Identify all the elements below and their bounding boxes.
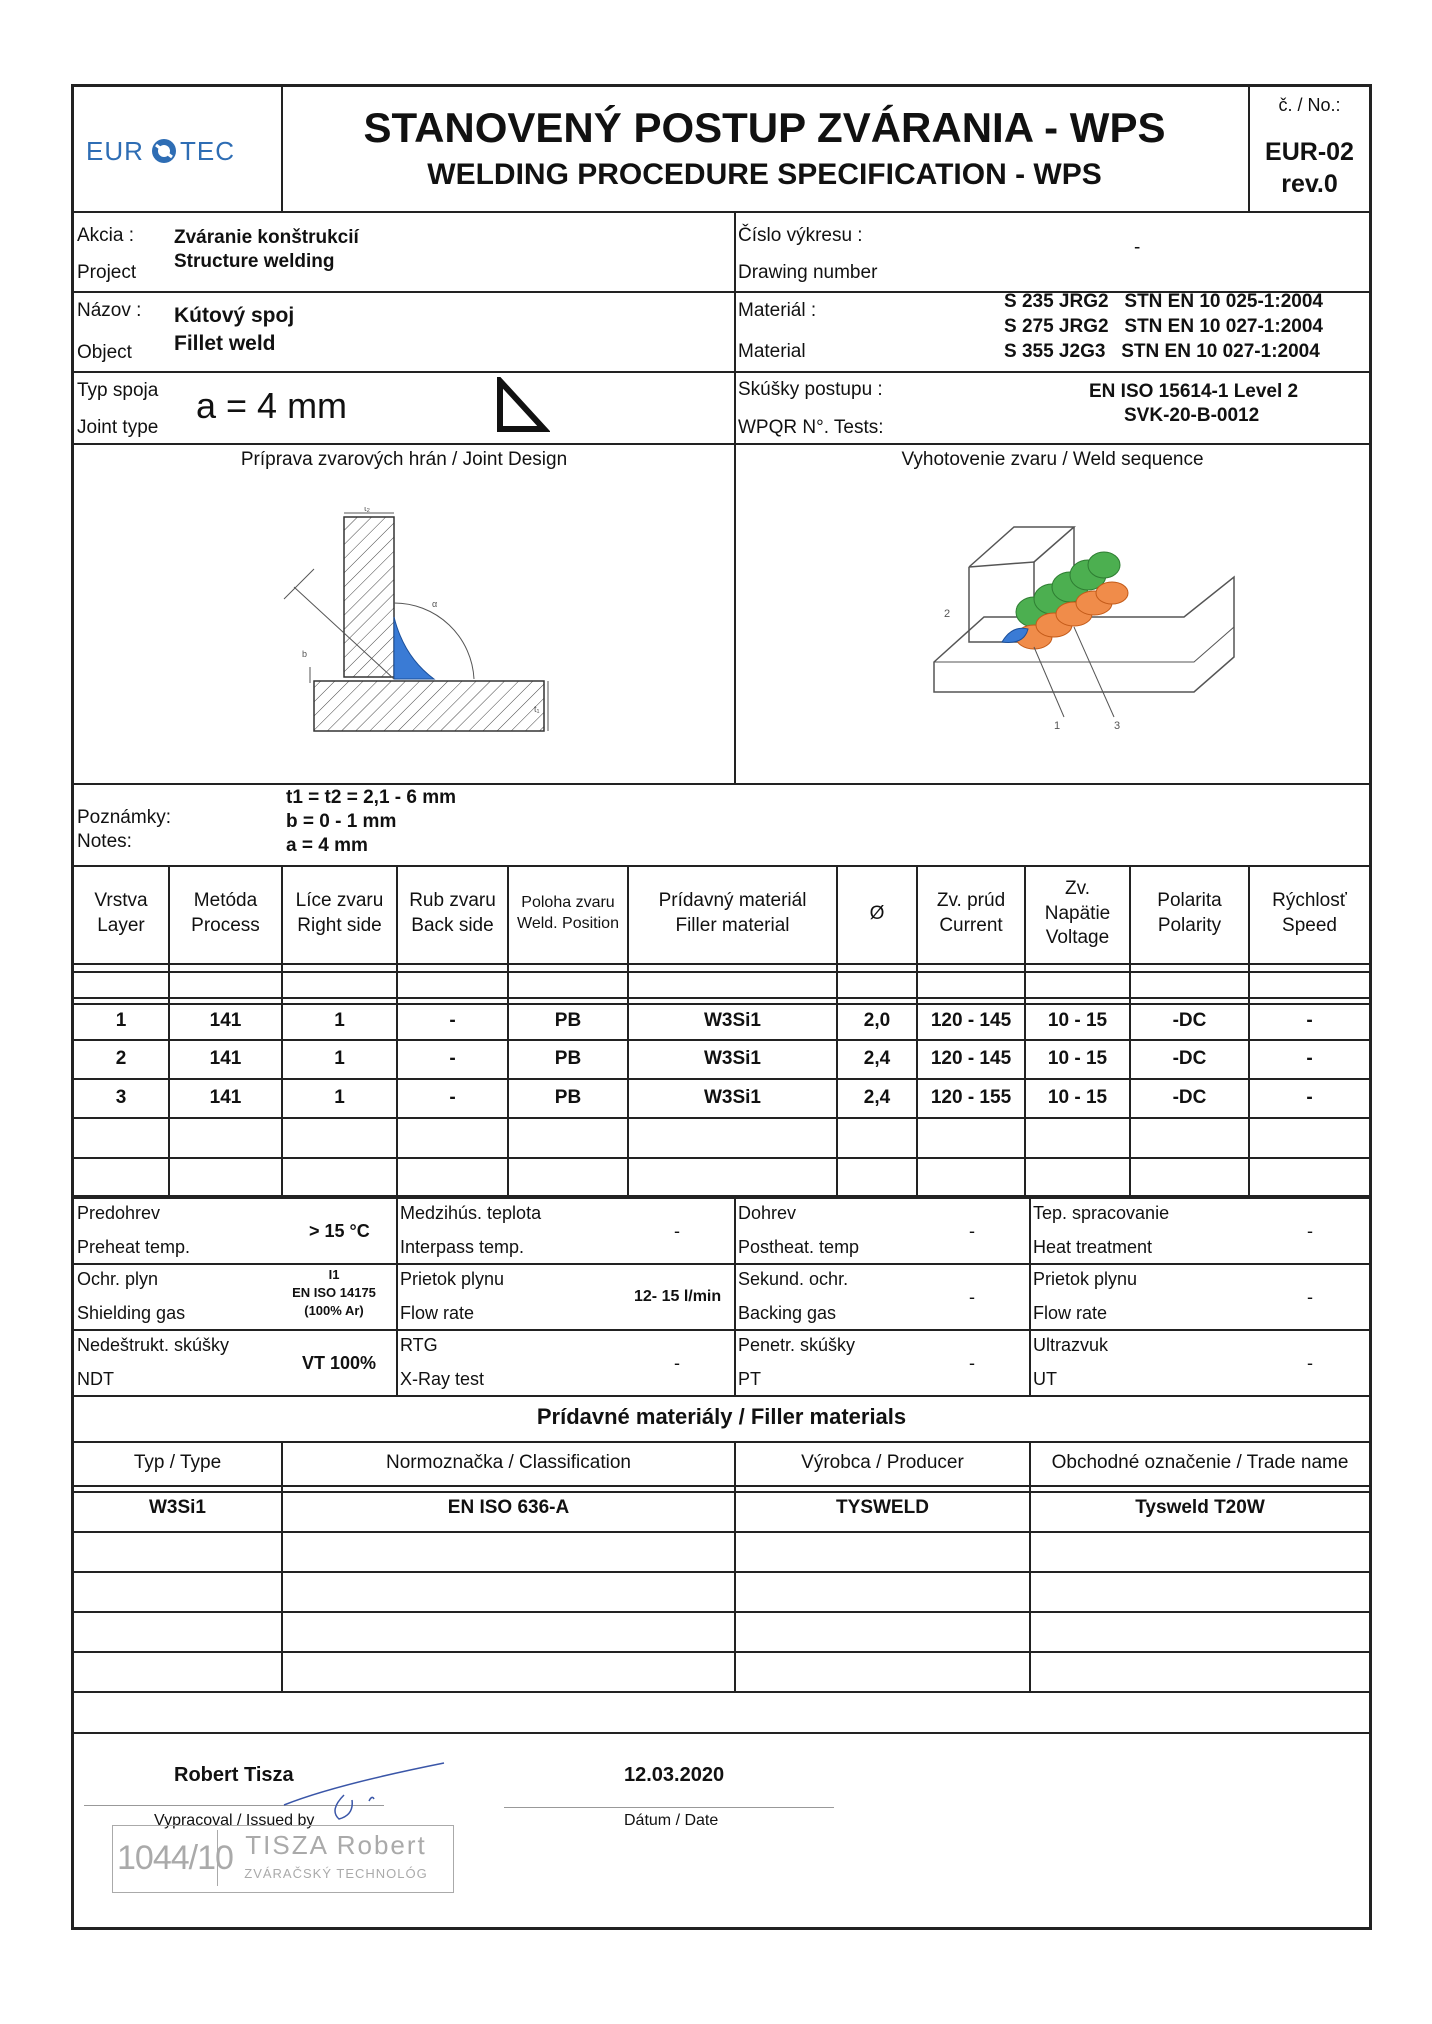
- cell-position: PB: [554, 1009, 582, 1031]
- backing-label-sk: Sekund. ochr.: [738, 1269, 849, 1289]
- tests-label-sk: Skúšky postupu :: [738, 379, 883, 400]
- date-line: [504, 1807, 834, 1808]
- joint-label-sk: Typ spoja: [77, 380, 159, 401]
- revision: rev.0: [1281, 170, 1338, 198]
- backing-label-en: Backing gas: [738, 1303, 837, 1323]
- svg-text:b: b: [302, 649, 308, 659]
- joint-design-caption: Príprava zvarových hrán / Joint Design: [240, 449, 568, 470]
- cell-back-side: -: [449, 1048, 456, 1070]
- svg-text:1: 1: [1054, 720, 1061, 732]
- cell-back-side: -: [449, 1087, 456, 1109]
- cell-polarity: -DC: [1172, 1087, 1207, 1109]
- filler-type: W3Si1: [148, 1496, 207, 1518]
- weld-sequence-drawing: [924, 517, 1254, 752]
- pt-label-sk: Penetr. skúšky: [738, 1335, 856, 1355]
- col-header-speed: Rýchlosť Speed: [1272, 890, 1347, 936]
- material-3: S 355 J2G3 STN EN 10 027-1:2004: [1004, 341, 1320, 362]
- flow2-label-en: Flow rate: [1033, 1303, 1108, 1323]
- nazov-value-en: Fillet weld: [174, 332, 276, 355]
- tests-standard: EN ISO 15614-1 Level 2: [1089, 381, 1299, 402]
- postheat-label-sk: Dohrev: [738, 1203, 797, 1223]
- cell-speed: -: [1306, 1087, 1313, 1109]
- akcia-value-sk: Zváranie konštrukcií: [174, 227, 359, 248]
- interpass-label-en: Interpass temp.: [400, 1237, 525, 1257]
- divider: [74, 783, 1369, 785]
- cell-right-side: 1: [334, 1048, 345, 1070]
- cell-process: 141: [209, 1009, 242, 1031]
- cell-voltage: 10 - 15: [1047, 1087, 1108, 1109]
- flow-value: 12- 15 l/min: [634, 1288, 722, 1305]
- divider: [74, 443, 1369, 445]
- cell-right-side: 1: [334, 1009, 345, 1031]
- filler-table: [74, 1395, 1369, 1815]
- notes-label-en: Notes:: [77, 831, 132, 852]
- col-header-polarity: Polarita Polarity: [1157, 890, 1222, 936]
- col-header-right-side: Líce zvaru Right side: [295, 890, 384, 936]
- stamp-title: ZVÁRAČSKÝ TECHNOLÓG: [244, 1866, 428, 1881]
- nazov-label: Názov :: [77, 300, 142, 321]
- issued-by-label: Vypracoval / Issued by: [154, 1812, 315, 1829]
- cell-position: PB: [554, 1087, 582, 1109]
- preheat-label-en: Preheat temp.: [77, 1237, 191, 1257]
- cell-filler: W3Si1: [703, 1048, 762, 1070]
- date-label: Dátum / Date: [624, 1812, 719, 1829]
- col-header-process: Metóda Process: [191, 890, 260, 936]
- tests-label-en: WPQR N°. Tests:: [738, 417, 884, 438]
- notes-line-2: b = 0 - 1 mm: [286, 811, 397, 832]
- cell-speed: -: [1306, 1048, 1313, 1070]
- postheat-value: -: [969, 1221, 975, 1241]
- notes-line-1: t1 = t2 = 2,1 - 6 mm: [286, 787, 457, 808]
- wps-form: [71, 84, 1372, 1930]
- doc-number: EUR-02: [1265, 138, 1354, 166]
- svg-text:2: 2: [944, 608, 951, 620]
- heat-treatment-value: -: [1307, 1221, 1313, 1241]
- pt-label-en: PT: [738, 1369, 762, 1389]
- issuer-name: Robert Tisza: [174, 1764, 294, 1786]
- fillet-triangle-icon: [494, 377, 550, 440]
- filler-header-producer: Výrobca / Producer: [801, 1451, 964, 1473]
- params-table: [74, 865, 1369, 1197]
- drawing-label-sk: Číslo výkresu :: [738, 225, 863, 246]
- cell-voltage: 10 - 15: [1047, 1048, 1108, 1070]
- gas-value-composition: (100% Ar): [304, 1303, 364, 1318]
- akcia-label: Akcia :: [77, 225, 135, 246]
- stamp-name: TISZA Robert: [245, 1830, 427, 1860]
- divider: [74, 371, 1369, 373]
- joint-value: a = 4 mm: [196, 385, 348, 426]
- title-en: WELDING PROCEDURE SPECIFICATION - WPS: [427, 158, 1102, 191]
- cell-process: 141: [209, 1048, 242, 1070]
- stamp: [112, 1825, 454, 1893]
- col-header-current: Zv. prúd Current: [936, 890, 1006, 936]
- doc-no-label: č. / No.:: [1278, 95, 1341, 115]
- col-header-filler: Prídavný materiál Filler material: [658, 890, 807, 936]
- divider: [734, 443, 736, 784]
- cell-polarity: -DC: [1172, 1048, 1207, 1070]
- cell-layer: 1: [115, 1009, 127, 1031]
- gas-value-standard: EN ISO 14175: [292, 1285, 376, 1300]
- svg-text:α: α: [432, 599, 438, 609]
- drawing-number: -: [1134, 237, 1141, 258]
- cell-voltage: 10 - 15: [1047, 1009, 1108, 1031]
- col-header-back-side: Rub zvaru Back side: [409, 890, 496, 936]
- filler-header-type: Typ / Type: [133, 1451, 222, 1473]
- conditions-block: [74, 1197, 1369, 1397]
- rtg-label-en: X-Ray test: [400, 1369, 485, 1389]
- akcia-value-en: Structure welding: [174, 251, 335, 272]
- drawing-label-en: Drawing number: [738, 262, 878, 283]
- cell-current: 120 - 145: [930, 1048, 1012, 1070]
- notes-line-3: a = 4 mm: [286, 835, 368, 856]
- preheat-value: > 15 °C: [309, 1221, 370, 1241]
- ndt-label-sk: Nedeštrukt. skúšky: [77, 1335, 230, 1355]
- flow-label-sk: Prietok plynu: [400, 1269, 505, 1289]
- cell-polarity: -DC: [1172, 1009, 1207, 1031]
- cell-right-side: 1: [334, 1087, 345, 1109]
- notes-label-sk: Poznámky:: [77, 807, 171, 828]
- ndt-value: VT 100%: [302, 1353, 377, 1373]
- material-2: S 275 JRG2 STN EN 10 027-1:2004: [1004, 316, 1323, 337]
- cell-current: 120 - 155: [930, 1087, 1012, 1109]
- filler-trade-name: Tysweld T20W: [1135, 1496, 1265, 1518]
- gas-label-en: Shielding gas: [77, 1303, 186, 1323]
- joint-design-drawing: [254, 507, 554, 772]
- title-sk: STANOVENÝ POSTUP ZVÁRANIA - WPS: [363, 104, 1166, 151]
- object-label: Object: [77, 342, 132, 363]
- divider: [74, 211, 1369, 213]
- flow2-label-sk: Prietok plynu: [1033, 1269, 1138, 1289]
- pt-value: -: [969, 1353, 975, 1373]
- cell-diameter: 2,0: [863, 1009, 891, 1031]
- ut-label-en: UT: [1033, 1369, 1057, 1389]
- filler-header-trade-name: Obchodné označenie / Trade name: [1051, 1451, 1349, 1473]
- handwritten-signature: [274, 1755, 474, 1830]
- cell-speed: -: [1306, 1009, 1313, 1031]
- flow-label-en: Flow rate: [400, 1303, 475, 1323]
- date-value: 12.03.2020: [624, 1764, 725, 1786]
- svg-text:t₂: t₂: [364, 507, 370, 513]
- ut-label-sk: Ultrazvuk: [1033, 1335, 1109, 1355]
- weld-sequence-caption: Vyhotovenie zvaru / Weld sequence: [901, 449, 1204, 470]
- cell-back-side: -: [449, 1009, 456, 1031]
- rtg-value: -: [674, 1353, 680, 1373]
- interpass-value: -: [674, 1221, 680, 1241]
- backing-value: -: [969, 1287, 975, 1307]
- cell-layer: 2: [115, 1048, 127, 1070]
- cell-current: 120 - 145: [930, 1009, 1012, 1031]
- gas-value-type: I1: [328, 1267, 340, 1282]
- gas-label-sk: Ochr. plyn: [77, 1269, 159, 1289]
- material-label-sk: Materiál :: [738, 300, 817, 321]
- cell-process: 141: [209, 1087, 242, 1109]
- col-header-diameter: Ø: [869, 902, 885, 924]
- interpass-label-sk: Medzihús. teplota: [400, 1203, 542, 1223]
- nazov-value-sk: Kútový spoj: [174, 304, 295, 327]
- svg-text:3: 3: [1114, 720, 1121, 732]
- filler-producer: TYSWELD: [836, 1496, 929, 1518]
- joint-label-en: Joint type: [77, 417, 159, 438]
- cell-layer: 3: [115, 1087, 127, 1109]
- col-header-position: Poloha zvaru Weld. Position: [517, 894, 619, 932]
- flow2-value: -: [1307, 1287, 1313, 1307]
- cell-diameter: 2,4: [863, 1087, 891, 1109]
- postheat-label-en: Postheat. temp: [738, 1237, 860, 1257]
- svg-text:TEC: TEC: [180, 136, 235, 166]
- heat-treatment-label-en: Heat treatment: [1033, 1237, 1153, 1257]
- svg-text:t₁: t₁: [534, 704, 540, 714]
- cell-filler: W3Si1: [703, 1009, 762, 1031]
- cell-filler: W3Si1: [703, 1087, 762, 1109]
- preheat-label-sk: Predohrev: [77, 1203, 161, 1223]
- filler-section-title: Prídavné materiály / Filler materials: [536, 1404, 907, 1429]
- ut-value: -: [1307, 1353, 1313, 1373]
- svg-text:EUR: EUR: [86, 136, 144, 166]
- material-label-en: Material: [738, 341, 806, 362]
- filler-classification: EN ISO 636-A: [447, 1496, 570, 1518]
- heat-treatment-label-sk: Tep. spracovanie: [1033, 1203, 1170, 1223]
- divider: [74, 1732, 1369, 1734]
- cell-position: PB: [554, 1048, 582, 1070]
- project-label: Project: [77, 262, 137, 283]
- filler-header-classification: Normoznačka / Classification: [386, 1451, 631, 1473]
- company-logo: [86, 135, 271, 167]
- tests-wpqr: SVK-20-B-0012: [1124, 405, 1260, 426]
- stamp-number: 1044/10: [117, 1839, 233, 1877]
- material-1: S 235 JRG2 STN EN 10 025-1:2004: [1004, 291, 1323, 312]
- cell-diameter: 2,4: [863, 1048, 891, 1070]
- col-header-voltage: Zv. Napätie Voltage: [1044, 877, 1111, 949]
- ndt-label-en: NDT: [77, 1369, 114, 1389]
- rtg-label-sk: RTG: [400, 1335, 438, 1355]
- col-header-layer: Vrstva Layer: [94, 890, 148, 936]
